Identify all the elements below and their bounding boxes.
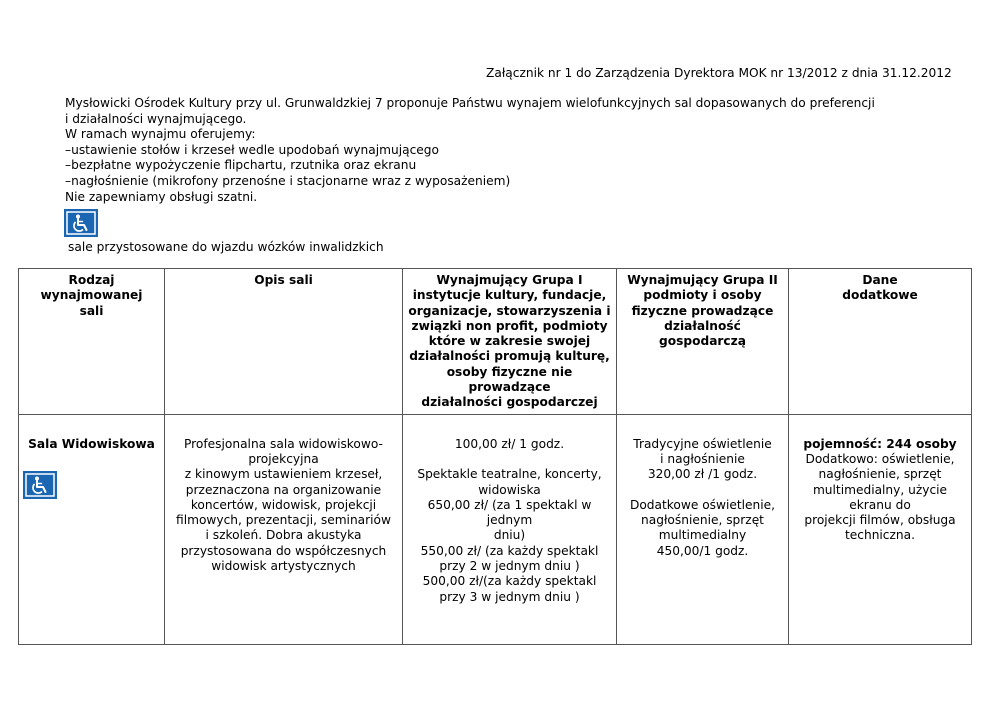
intro-line: Nie zapewniamy obsługi szatni. xyxy=(65,189,258,204)
room-description-cell xyxy=(165,414,403,644)
intro-line: W ramach wynajmu oferujemy: xyxy=(65,127,256,142)
table-row xyxy=(19,414,972,644)
room-name: Sala Widowiskowa xyxy=(28,436,155,451)
intro-line: Mysłowicki Ośrodek Kultury przy ul. Grunwaldzkiej 7 proponuje Państwu wynajem wielofunkcyjnych sal dopasowanych do preferencji xyxy=(65,96,875,110)
rental-table xyxy=(18,268,972,645)
attachment-header: Załącznik nr 1 do Zarządzenia Dyrektora MOK nr 13/2012 z dnia 31.12.2012 xyxy=(486,66,952,80)
group-2-prices: Tradycyjne oświetlenie i nagłośnienie 320,00 zł /1 godz. Dodatkowe oświetlenie, nagłośnienie, sprzęt multimedialny 450,00/1 godz. xyxy=(629,436,776,558)
wheelchair-icon xyxy=(64,209,98,237)
room-name-cell xyxy=(19,414,165,644)
offer-item: –nagłośnienie (mikrofony przenośne i stacjonarne wraz z wyposażeniem) xyxy=(65,173,511,188)
table-header-row xyxy=(19,269,972,415)
intro-text xyxy=(65,96,925,205)
wheelchair-icon xyxy=(23,471,57,499)
offer-item: –ustawienie stołów i krzeseł wedle upodobań wynajmującego xyxy=(65,142,439,157)
header-room-type: Rodzaj wynajmowanej sali xyxy=(19,269,165,415)
capacity: pojemność: 244 osoby xyxy=(803,436,957,451)
header-group-2: Wynajmujący Grupa II podmioty i osoby fizyczne prowadzące działalność gospodarczą xyxy=(617,269,789,415)
offer-item: –bezpłatne wypożyczenie flipchartu, rzutnika oraz ekranu xyxy=(65,158,417,173)
group-1-prices: 100,00 zł/ 1 godz. Spektakle teatralne, koncerty, widowiska 650,00 zł/ (za 1 spektakl w jednym dniu) 550,00 zł/ (za każdy spektakl przy 2 w jednym dniu ) 500,00 zł/(za każdy spektakl przy 3 w jednym dniu ) xyxy=(417,436,602,604)
accessibility-note: sale przystosowane do wjazdu wózków inwalidzkich xyxy=(68,240,384,254)
header-additional: Dane dodatkowe xyxy=(789,269,972,415)
room-description: Profesjonalna sala widowiskowo- projekcyjna z kinowym ustawieniem krzeseł, przeznaczona na organizowanie koncertów, widowisk, projekcji filmowych, prezentacji, seminariów i szkoleń. Dobra akustyka przystosowana do współczesnych widowisk artystycznych xyxy=(176,436,391,574)
header-group-1: Wynajmujący Grupa I instytucje kultury, fundacje, organizacje, stowarzyszenia i związki non profit, podmioty które w zakresie swojej działalności promują kulturę, osoby fizyczne nie prowadzące działalności gospodarczej xyxy=(403,269,617,415)
group-1-price-cell xyxy=(403,414,617,644)
additional-info-cell xyxy=(789,414,972,644)
intro-line: i działalności wynajmującego. xyxy=(65,111,247,126)
header-description: Opis sali xyxy=(165,269,403,415)
group-2-price-cell xyxy=(617,414,789,644)
additional-info: Dodatkowo: oświetlenie, nagłośnienie, sprzęt multimedialny, użycie ekranu do projekcji filmów, obsługa techniczna. xyxy=(804,451,956,543)
